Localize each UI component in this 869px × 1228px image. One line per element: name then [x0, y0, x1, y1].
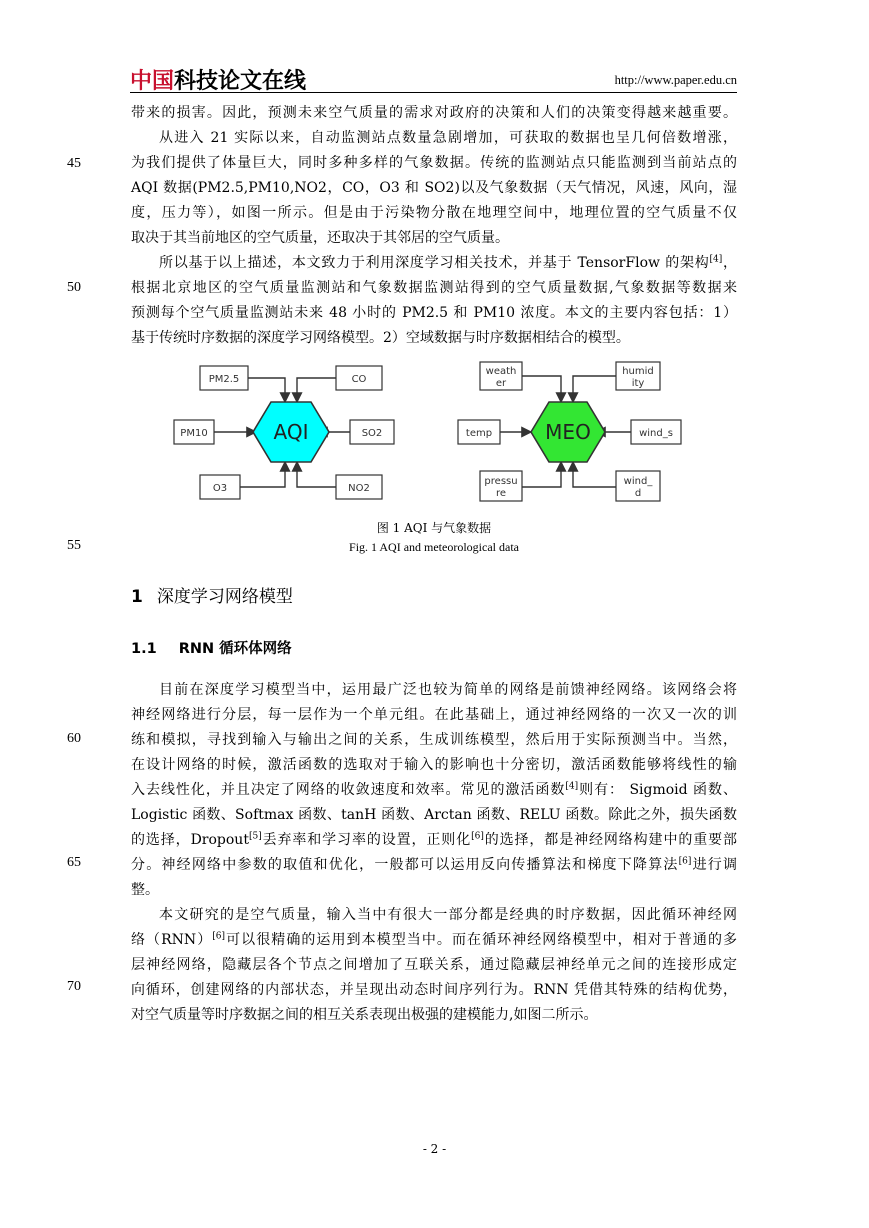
- node-pressure-label-2: re: [495, 488, 507, 499]
- body-line: 的选择，Dropout[5]丢弃率和学习率的设置，正则化[6]的选择，都是神经网络构建中的重要部: [131, 831, 738, 848]
- line-number: 60: [67, 731, 81, 746]
- body-line: 带来的损害。因此，预测未来空气质量的需求对政府的决策和人们的决策变得越来越重要。: [131, 105, 737, 121]
- body-line: 整。: [131, 882, 159, 898]
- body-line: 基于传统时序数据的深度学习网络模型。2）空域数据与时序数据相结合的模型。: [131, 330, 630, 346]
- meo-label: MEO: [545, 420, 591, 444]
- citation-ref[interactable]: [6]: [471, 831, 484, 842]
- line-number: 70: [67, 979, 81, 994]
- body-line: 所以基于以上描述，本文致力于利用深度学习相关技术，并基于 TensorFlow 的架构[4]，: [159, 254, 737, 271]
- body-line: 为我们提供了体量巨大，同时多种多样的气象数据。传统的监测站点只能监测到当前站点的: [131, 155, 737, 171]
- node-so2-label: SO2: [361, 428, 383, 439]
- body-line: 分。神经网络中参数的取值和优化，一般都可以运用反向传播算法和梯度下降算法[6]进行调: [131, 856, 738, 873]
- node-humidity-label-1: humid: [622, 366, 654, 377]
- node-wind-speed-label: wind_s: [639, 428, 673, 439]
- aqi-diagram: [174, 366, 394, 499]
- body-line: 本文研究的是空气质量，输入当中有很大一部分都是经典的时序数据，因此循环神经网: [159, 907, 737, 923]
- body-line: 目前在深度学习模型当中，运用最广泛也较为简单的网络是前馈神经网络。该网络会将: [159, 682, 737, 698]
- body-line: 练和模拟，寻找到输入与输出之间的关系，生成训练模型，然后用于实际预测当中。当然，: [131, 732, 737, 748]
- node-no2-label: NO2: [348, 483, 370, 494]
- line-number: 45: [67, 156, 81, 171]
- aqi-label: AQI: [273, 420, 309, 444]
- node-wind-direction-label-1: wind_: [623, 476, 653, 487]
- logo-red-part: 中国: [130, 69, 175, 94]
- arrow-humidity: [573, 376, 616, 402]
- journal-logo: [130, 64, 306, 95]
- arrow-o3: [233, 462, 285, 487]
- body-line: 在设计网络的时候，激活函数的选取对于输入的影响也十分密切，激活函数能够将线性的输: [131, 757, 737, 773]
- node-weather-label-2: er: [495, 378, 507, 389]
- body-line: 入去线性化，并且决定了网络的收敛速度和效率。常见的激活函数[4]则有： Sigmoid 函数、: [131, 781, 738, 798]
- citation-ref[interactable]: [6]: [678, 856, 692, 867]
- body-line: 从进入 21 实际以来，自动监测站点数量急剧增加，可获取的数据也呈几何倍数增涨，: [159, 130, 737, 146]
- citation-ref[interactable]: [5]: [248, 831, 262, 842]
- body-line: 络（RNN）[6]可以很精确的运用到本模型当中。而在循环神经网络模型中，相对于普通的多: [131, 931, 738, 948]
- node-pm10-label: PM10: [180, 428, 208, 439]
- figure-aqi-meteorological: [160, 356, 720, 506]
- body-line: 对空气质量等时序数据之间的相互关系表现出极强的建模能力,如图二所示。: [131, 1007, 598, 1023]
- subsection-heading: 1.1 RNN 循环体网络: [131, 641, 292, 657]
- line-number: 55: [67, 538, 81, 553]
- meo-diagram: [458, 362, 681, 501]
- body-line: AQI 数据(PM2.5,PM10,NO2，CO，O3 和 SO2)以及气象数据（天气情况，风速，风向，湿: [131, 180, 737, 196]
- body-line: 根据北京地区的空气质量监测站和气象数据监测站得到的空气质量数据,气象数据等数据来: [131, 280, 737, 296]
- arrow-no2: [297, 462, 336, 487]
- body-line: 层神经网络，隐藏层各个节点之间增加了互联关系，通过隐藏层神经单元之间的连接形成定: [131, 957, 737, 973]
- line-number: 65: [67, 855, 81, 870]
- body-line: 预测每个空气质量监测站未来 48 小时的 PM2.5 和 PM10 浓度。本文的主要内容包括：1）: [131, 305, 737, 321]
- citation-ref[interactable]: [4]: [565, 781, 579, 792]
- figure-caption-en: Fig. 1 AQI and meteorological data: [349, 540, 519, 554]
- body-line: Logistic 函数、Softmax 函数、tanH 函数、Arctan 函数、RELU 函数。除此之外，损失函数: [131, 807, 737, 823]
- body-line: 取决于其当前地区的空气质量，还取决于其邻居的空气质量。: [131, 230, 509, 246]
- node-co-label: CO: [351, 374, 367, 385]
- body-line: 度，压力等），如图一所示。但是由于污染物分散在地理空间中，地理位置的空气质量不仅: [131, 205, 737, 221]
- arrow-wind-direction: [573, 462, 616, 487]
- node-pm25-label: PM2.5: [208, 374, 240, 385]
- line-number: 50: [67, 280, 81, 295]
- figure-caption-cn: 图 1 AQI 与气象数据: [376, 521, 492, 535]
- citation-ref[interactable]: [4]: [709, 254, 723, 265]
- node-temp-label: temp: [465, 428, 493, 439]
- node-o3-label: O3: [212, 483, 228, 494]
- page-number: - 2 -: [422, 1142, 447, 1156]
- arrow-weather: [521, 376, 561, 402]
- arrow-pm25: [248, 378, 285, 402]
- logo-black-part: 科技论文在线: [174, 69, 307, 94]
- node-pressure-label-1: pressu: [484, 476, 518, 487]
- body-line: 向循环，创建网络的内部状态，并呈现出动态时间序列行为。RNN 凭借其特殊的结构优势，: [131, 982, 737, 998]
- node-humidity-label-2: ity: [631, 378, 645, 389]
- header-url[interactable]: http://www.paper.edu.cn: [614, 73, 737, 87]
- node-wind-direction-label-2: d: [634, 488, 642, 499]
- section-heading: 1 深度学习网络模型: [131, 587, 293, 607]
- body-line: 神经网络进行分层，每一层作为一个单元组。在此基础上，通过神经网络的一次又一次的训: [131, 707, 737, 723]
- arrow-pressure: [522, 462, 561, 487]
- arrow-co: [297, 378, 336, 402]
- citation-ref[interactable]: [6]: [212, 931, 226, 942]
- node-weather-label-1: weath: [485, 366, 517, 377]
- header-divider: [130, 92, 737, 93]
